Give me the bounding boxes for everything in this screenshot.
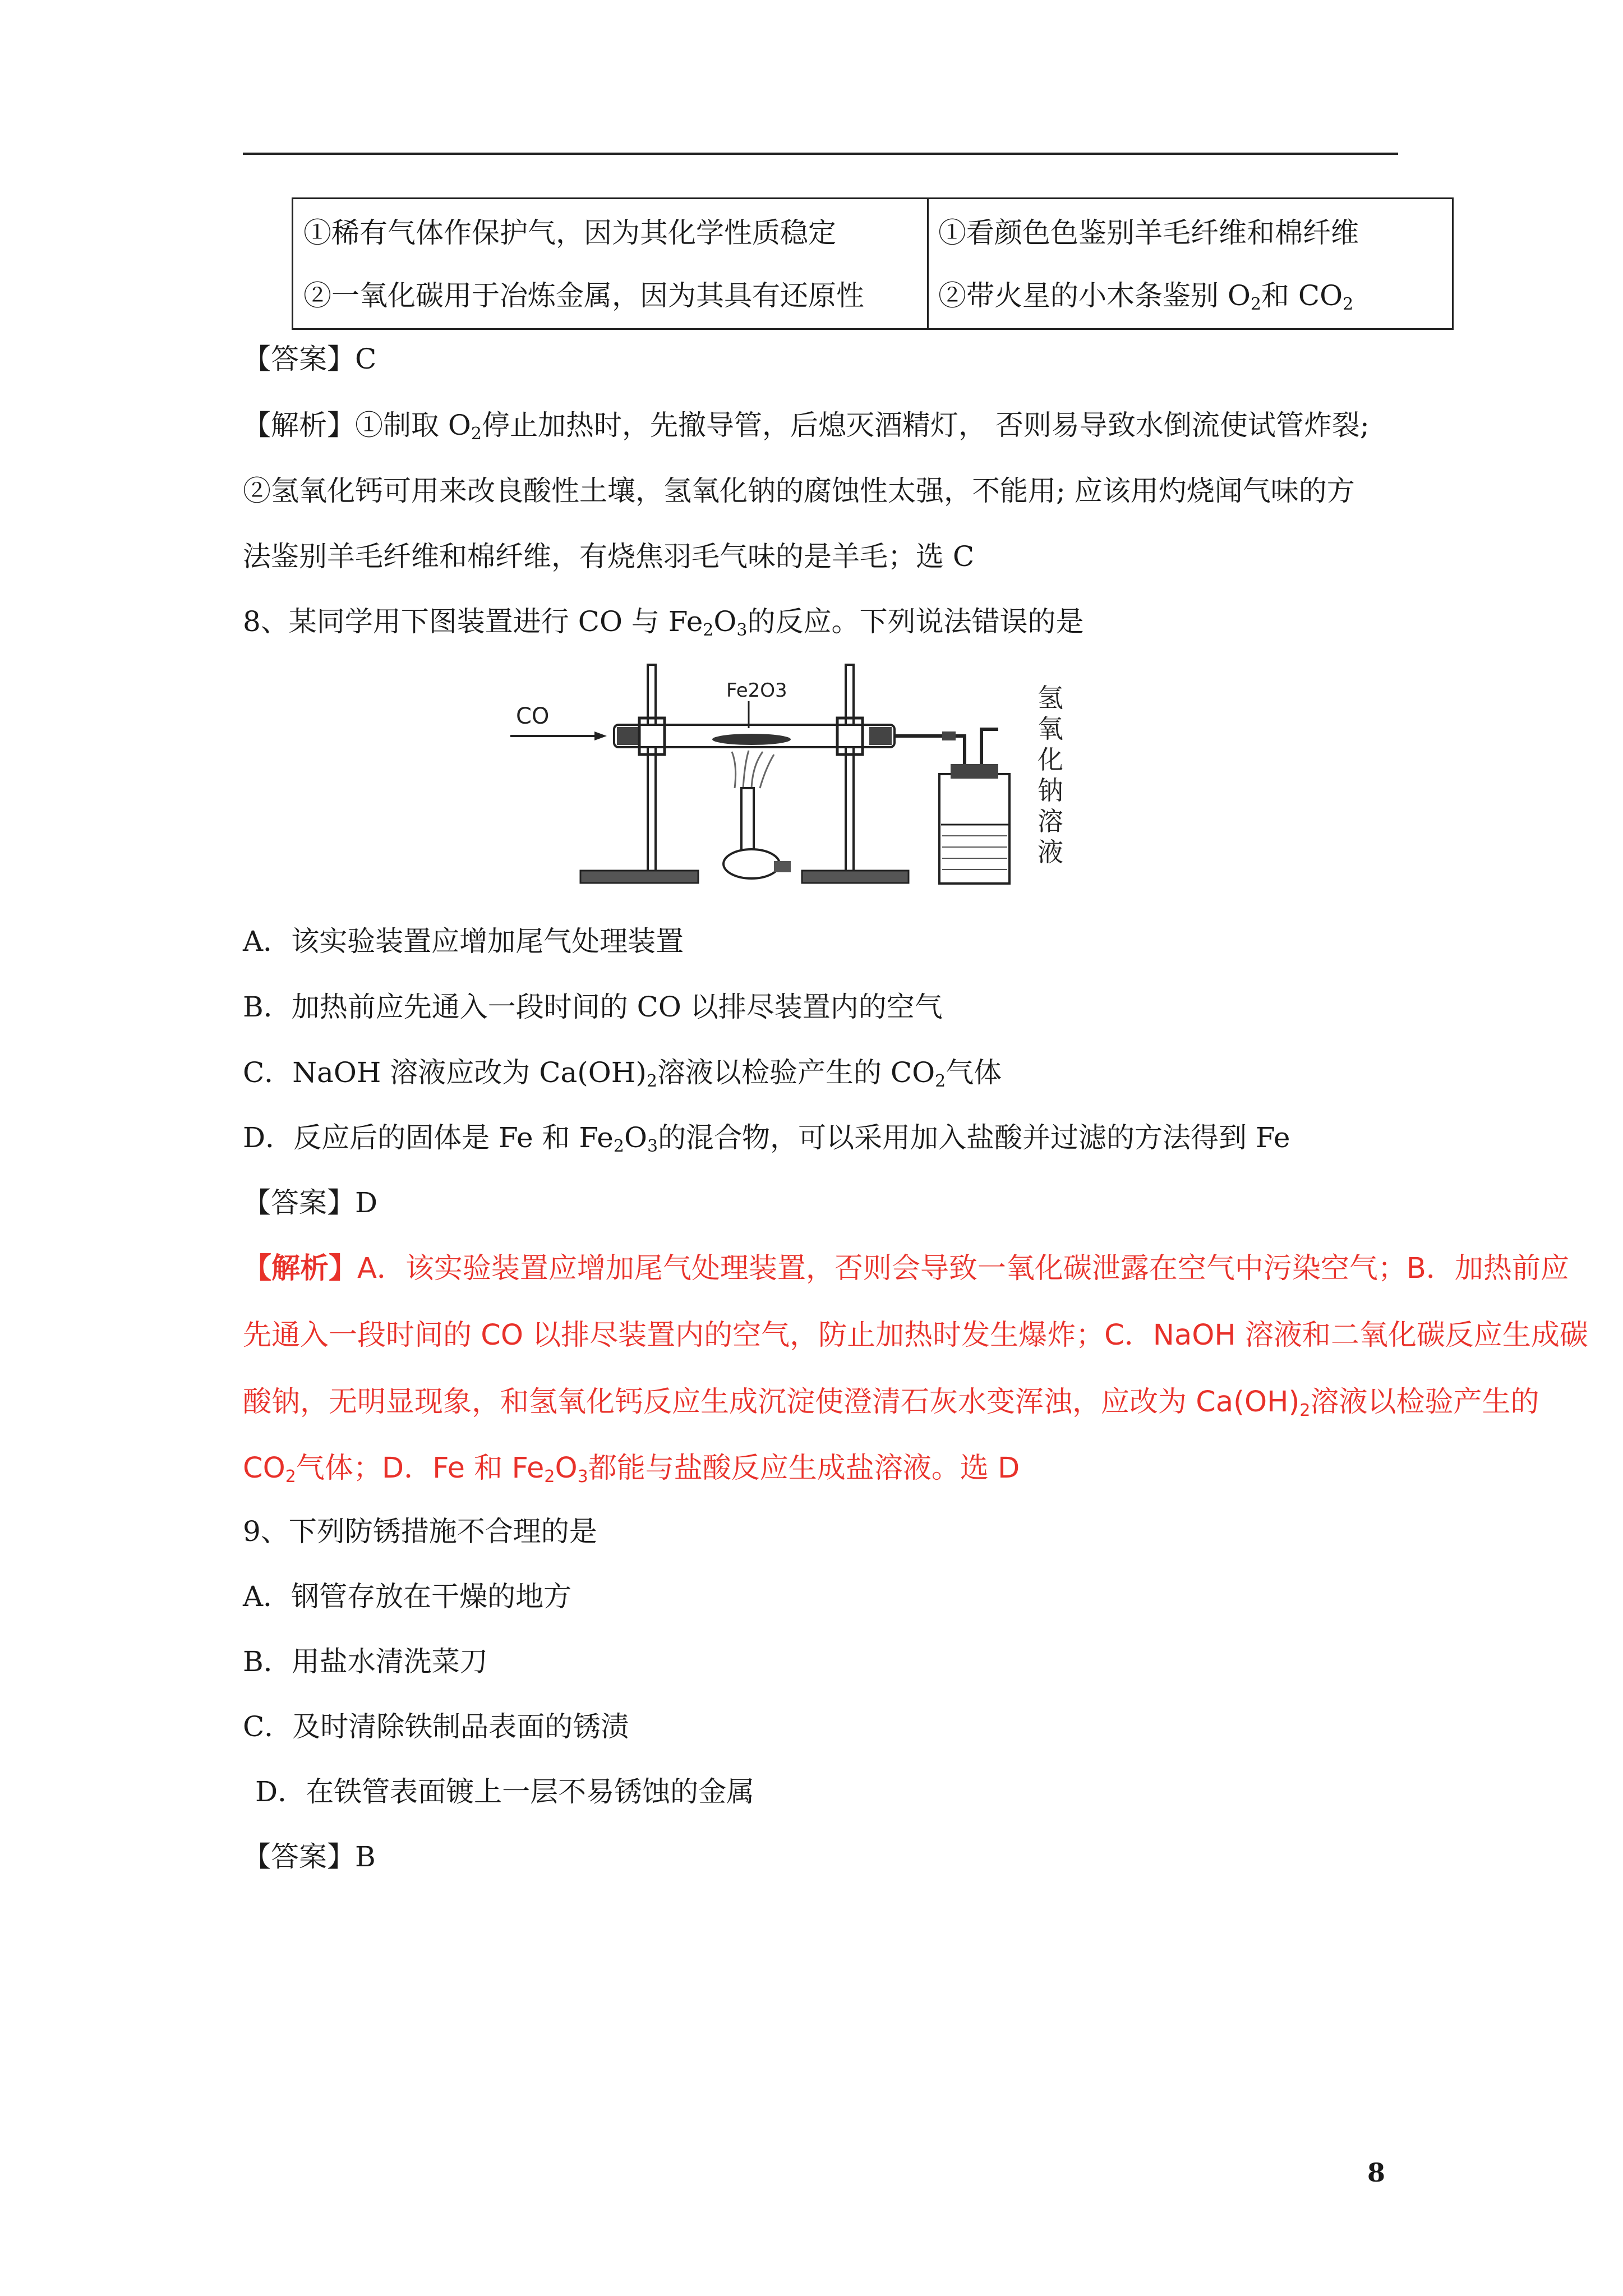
q8-explanation-line-1: 【解析】A．该实验装置应增加尾气处理装置，否则会导致一氧化碳泄露在空气中污染空气；B．加热前应 [243, 1252, 1569, 1285]
comparison-table [292, 197, 1454, 330]
q9-answer: 【答案】B [243, 1841, 376, 1873]
naoh-char-1: 氢 [1038, 683, 1063, 713]
right-stopper [869, 727, 892, 745]
q8-stem: 8、某同学用下图装置进行 CO 与 $Fe_2O_3$的反应。下列说法错误的是 [243, 605, 1084, 640]
outlet-connector [942, 731, 956, 740]
co-arrow-head [594, 731, 607, 740]
flame [732, 751, 774, 788]
fe2o3-label: Fe2O3 [726, 679, 787, 702]
right-stand-base [802, 871, 909, 883]
table-left-line-2: ②一氧化碳用于冶炼金属，因为其具有还原性 [303, 279, 864, 312]
bottle-stopper [951, 764, 998, 779]
q8-explanation-line-4: $CO_2$气体；D．Fe 和 $Fe_2O_3$都能与盐酸反应生成盐溶液。选 D [243, 1452, 1020, 1487]
q9-option-c: C．及时清除铁制品表面的锈渍 [243, 1710, 629, 1743]
q7-explanation-line-3: 法鉴别羊毛纤维和棉纤维，有烧焦羽毛气味的是羊毛；选 C [243, 540, 975, 573]
left-stopper [617, 727, 639, 745]
q8-answer: 【答案】D [243, 1186, 378, 1219]
table-divider [927, 199, 929, 328]
page-number: 8 [1367, 2157, 1386, 2188]
left-stand-base [580, 871, 698, 883]
naoh-char-3: 化 [1038, 744, 1063, 775]
naoh-char-5: 溶 [1038, 806, 1063, 836]
burner-valve [774, 861, 791, 872]
exhaust-pipe [981, 729, 998, 769]
right-stand-rod [846, 665, 854, 878]
q8-option-a: A．该实验装置应增加尾气处理装置 [243, 925, 684, 958]
q7-explanation-line-2: ②氢氧化钙可用来改良酸性土壤，氢氧化钠的腐蚀性太强，不能用; 应该用灼烧闻气味的方 [243, 475, 1355, 507]
q9-option-b: B．用盐水清洗菜刀 [243, 1645, 488, 1678]
q9-stem: 9、下列防锈措施不合理的是 [243, 1515, 597, 1548]
q7-answer: 【答案】C [243, 343, 377, 375]
q8-option-b: B．加热前应先通入一段时间的 CO 以排尽装置内的空气 [243, 991, 943, 1023]
left-stand-rod [648, 665, 656, 878]
q8-explanation-line-3: 酸钠，无明显现象，和氢氧化钙反应生成沉淀使澄清石灰水变浑浊，应改为 $Ca(OH)_2$溶液以检验产生的 [243, 1386, 1539, 1420]
wash-bottle [939, 774, 1009, 884]
naoh-char-6: 液 [1038, 837, 1063, 867]
naoh-char-2: 氧 [1038, 714, 1063, 744]
header-rule [243, 153, 1398, 155]
table-left-line-1: ①稀有气体作保护气，因为其化学性质稳定 [303, 217, 836, 249]
q7-explanation-line-1: 【解析】①制取 $O_2$停止加热时，先撤导管，后熄灭酒精灯， 否则易导致水倒流使试管炸裂; [243, 409, 1370, 444]
q8-explanation-line-2: 先通入一段时间的 CO 以排尽装置内的空气，防止加热时发生爆炸；C．NaOH 溶液和二氧化碳反应生成碳 [243, 1319, 1588, 1352]
q8-option-c: C．NaOH 溶液应改为 $Ca(OH)_2$溶液以检验产生的 $CO_2$气体 [243, 1056, 1002, 1091]
apparatus-figure [510, 662, 1138, 892]
q9-option-d: D．在铁管表面镀上一层不易锈蚀的金属 [255, 1775, 755, 1808]
burner-base [723, 849, 780, 878]
co-label: CO [516, 703, 550, 729]
table-right-line-2: ②带火星的小木条鉴别 $O_2$和 $CO_2$ [938, 279, 1354, 314]
table-right-line-1: ①看颜色色鉴别羊毛纤维和棉纤维 [938, 217, 1359, 249]
burner-tube [741, 788, 754, 850]
q9-option-a: A．钢管存放在干燥的地方 [243, 1580, 572, 1613]
q8-option-d: D．反应后的固体是 Fe 和 $Fe_2O_3$的混合物，可以采用加入盐酸并过滤的方法得到 Fe [243, 1121, 1290, 1156]
naoh-char-4: 钠 [1038, 775, 1063, 806]
fe2o3-powder [712, 734, 791, 745]
